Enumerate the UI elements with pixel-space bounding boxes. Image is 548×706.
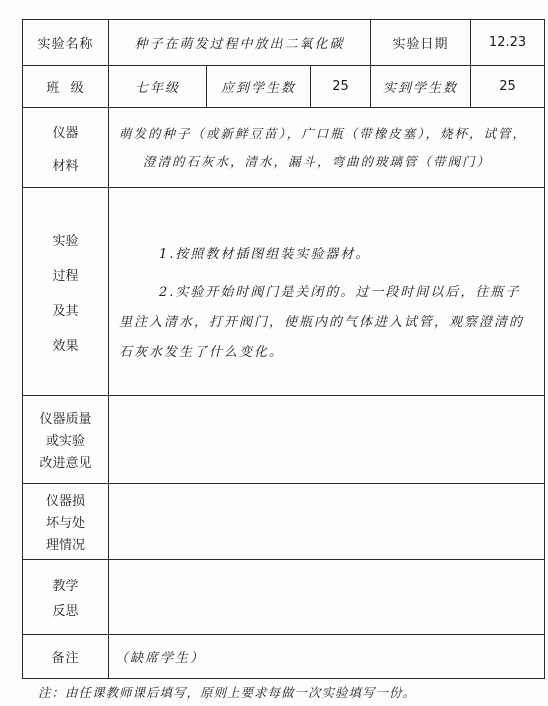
quality-label-line-2: 或实验: [45, 434, 85, 449]
experiment-name-label: 实验名称: [23, 20, 109, 66]
materials-label-line-2: 材料: [52, 158, 79, 174]
class-row: [23, 66, 545, 108]
reflection-value: [109, 560, 545, 635]
process-label-line-1: 实验: [52, 233, 79, 249]
process-label-cell: [23, 188, 109, 396]
materials-value: [109, 108, 545, 188]
materials-label-line-1: 仪器: [52, 125, 79, 141]
expected-students-label: 应到学生数: [207, 66, 311, 108]
materials-line-2: 澄清的石灰水，清水，漏斗，弯曲的玻璃管（带阀门）: [143, 153, 492, 169]
process-value: [109, 188, 545, 396]
experiment-record-table: [22, 19, 545, 679]
actual-students-label: 实到学生数: [371, 66, 471, 108]
materials-label-cell: [23, 108, 109, 188]
experiment-date-label: 实验日期: [371, 20, 471, 66]
reflection-label-line-2: 反思: [52, 604, 79, 619]
reflection-label-line-1: 教学: [52, 579, 79, 594]
damage-label-line-3: 理情况: [45, 538, 85, 553]
damage-label-line-2: 坏与处: [45, 516, 85, 531]
actual-students-value: 25: [471, 66, 545, 108]
materials-row: [23, 108, 545, 188]
process-label-line-2: 过程: [52, 268, 79, 284]
reflection-row: [23, 560, 545, 635]
expected-students-value: 25: [311, 66, 371, 108]
process-step-2: 2.实验开始时阀门是关闭的。过一段时间以后，往瓶子里注入清水，打开阀门，使瓶内的气体进入试管，观察澄清的石灰水发生了什么变化。: [119, 285, 525, 360]
quality-value: [109, 396, 545, 484]
class-value: 七年级: [109, 66, 207, 108]
process-row: [23, 188, 545, 396]
process-step-1: 1.按照教材插图组装实验器材。: [159, 247, 371, 262]
damage-row: [23, 484, 545, 560]
remarks-row: [23, 635, 545, 679]
header-row: [23, 20, 545, 66]
reflection-label-cell: [23, 560, 109, 635]
experiment-date-value: 12.23: [471, 20, 545, 66]
damage-value: [109, 484, 545, 560]
experiment-name-value: 种子在萌发过程中放出二氧化碳: [109, 20, 371, 66]
quality-label-cell: [23, 396, 109, 484]
damage-label-line-1: 仪器损: [45, 494, 85, 509]
remarks-value: （缺席学生）: [109, 635, 545, 679]
process-label-line-3: 及其: [52, 303, 79, 319]
materials-line-1: 萌发的种子（或新鲜豆苗），广口瓶（带橡皮塞），烧杯，试管，: [119, 125, 528, 141]
process-label-line-4: 效果: [52, 338, 79, 354]
quality-row: [23, 396, 545, 484]
class-label: 班 级: [23, 66, 109, 108]
remarks-label: 备注: [23, 635, 109, 679]
footer-note: 注：由任课教师课后填写，原则上要求每做一次实验填写一份。: [38, 685, 417, 700]
quality-label-line-1: 仪器质量: [39, 412, 92, 427]
quality-label-line-3: 改进意见: [39, 456, 92, 471]
damage-label-cell: [23, 484, 109, 560]
